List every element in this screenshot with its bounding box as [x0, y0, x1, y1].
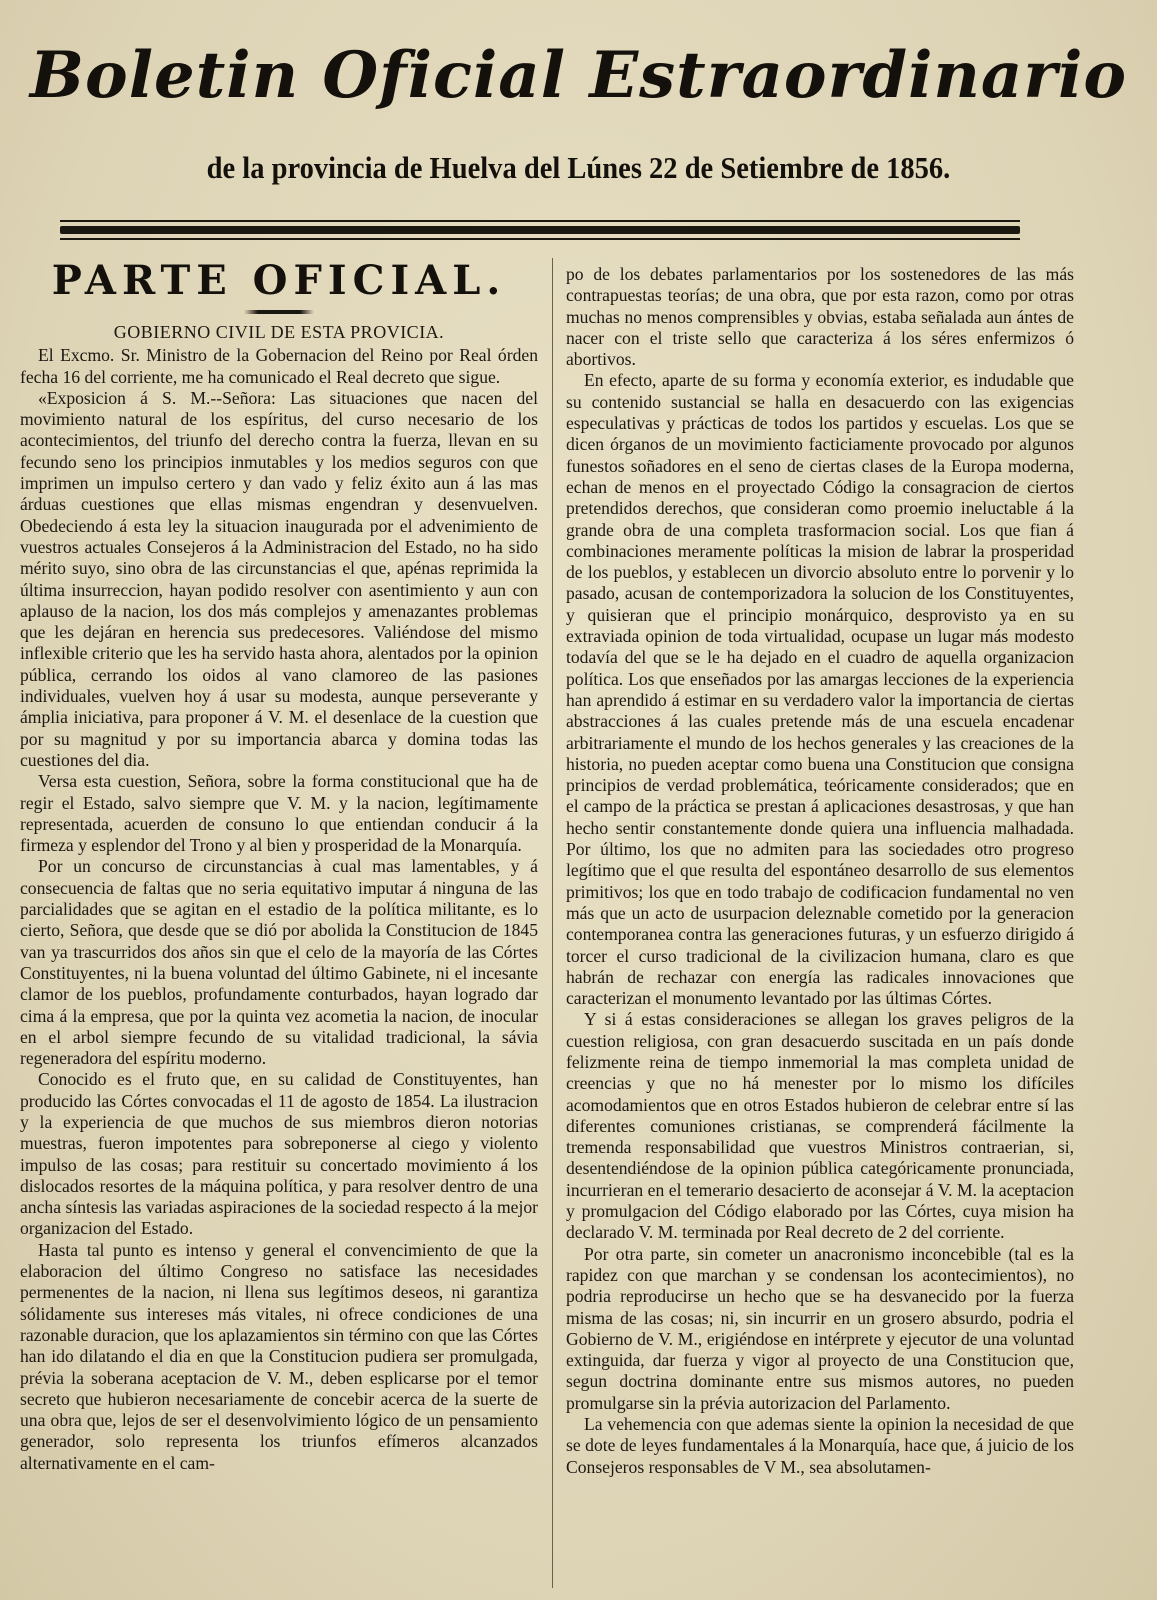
office-heading: GOBIERNO CIVIL DE ESTA PROVICIA. — [113, 322, 445, 342]
masthead-subtitle: de la provincia de Huelva del Lúnes 22 de Setiembre de 1856. — [206, 150, 951, 185]
paragraph: Por otra parte, sin cometer un anacronismo inconcebible (tal es la rapidez con que marchan y se condensan los acontecimientos), no podria reproducirse un hecho que se ha desvanecido por la fuerza misma de las cosas; ni, sin incurrir en un grosero absurdo, podria el Gobierno de V. M., erigiéndose en intérprete y ejecutor de una voluntad extinguida, dar fuerza y vigor al proyecto de una Constitucion que, segun doctrina dominante entre sus mismos autores, no pueden promulgarse sin la prévia autorizacion del Parlamento. — [566, 1243, 1074, 1413]
paragraph: Conocido es el fruto que, en su calidad de Constituyentes, han producido las Córtes convocadas el 11 de agosto de 1854. La ilustracion y la experiencia de que muchos de sus miembros dieron notorias muestras, fueron impotentes para sobreponerse al ciego y violento impulso de las cosas; para restituir su concertado movimiento á los dislocados resortes de la máquina política, y para resolver dentro de una ancha síntesis las variadas aspiraciones de la sociedad respecto á la mejor organizacion del Estado. — [20, 1069, 538, 1239]
paragraph: Hasta tal punto es intenso y general el convencimiento de que la elaboracion del último Congreso no satisface las necesidades permenentes de la nacion, ni llena sus legítimos deseos, ni garantiza sólidamente sus intereses más vitales, ni ofrece condiciones de una razonable duracion, que los aplazamientos sin término con que las Córtes han ido dilatando el dia en que la Constitucion pudiera ser promulgada, prévia la soberana aceptacion de V. M., deben esplicarse por el temor secreto que hubieron necesariamente de concebir acerca de la suerte de una obra que, lejos de ser el desenvolvimiento lógico de un pensamiento generador, solo representa los triunfos efímeros alcanzados alternativamente en el cam- — [20, 1239, 538, 1473]
paragraph: En efecto, aparte de su forma y economía exterior, es indudable que su contenido sustancial se halla en desacuerdo con las exigencias especulativas y prácticas de todos los partidos y escuelas. Los que se dicen órganos de un movimiento facticiamente provocado por algunos funestos soñadores en el seno de ciertas clases de la Europa moderna, echan de menos en el proyectado Código la consagracion de ciertos pretendidos derechos, que consideran como proemio ineluctable á la grande obra de una completa trasformacion social. Los que fian á combinaciones meramente políticas la mision de labrar la prosperidad de los pueblos, y establecen un divorcio absoluto entre lo porvenir y lo pasado, acusan de contemporizadora la solucion de los Constituyentes, y quisieran que el principio monárquico, desprovisto ya en su extraviada opinion de toda virtualidad, ocupase un lugar más modesto todavía del que se le ha dejado en el cuadro de aquella organizacion política. Los que enseñados por las amargas lecciones de la experiencia han aprendido á estimar en su verdadero valor la importancia de ciertas abstracciones á las cuales pretende más de una escuela encadenar arbitrariamente el mundo de los hechos generales y las creaciones de la historia, no pueden aceptar como buena una Constitucion que consigna principios de verdad problemática, teóricamente considerados; que en el campo de la práctica se prestan á aplicaciones desastrosas, y que han hecho sentir constantemente donde quiera una influencia malhadada. Por último, los que no admiten para las sociedades otro progreso legítimo que el que resulta del espontáneo desarrollo de sus elementos primitivos; los que en todo trabajo de codificacion fundamental no ven más que un acto de usurpacion deleznable cometido por la generacion contemporanea contra las generaciones futuras, y un esfuerzo dirigido á torcer el curso tradicional de la civilizacion humana, claro es que habrán de rechazar con energía las radicales innovaciones que caracterizan el monumento levantado por las últimas Córtes. — [566, 370, 1074, 1009]
column-divider — [552, 258, 553, 1588]
paragraph: Versa esta cuestion, Señora, sobre la forma constitucional que ha de regir el Estado, salvo siempre que V. M. y la nacion, legítimamente representada, acuerden de consuno lo que entiendan conducir á la firmeza y esplendor del Trono y al bien y prosperidad de la Monarquía. — [20, 771, 538, 856]
ornament-rule — [244, 310, 314, 314]
left-column — [20, 258, 538, 1474]
masthead-rule-bottom — [60, 238, 1020, 240]
paragraph: El Excmo. Sr. Ministro de la Gobernacion del Reino por Real órden fecha 16 del corriente, me ha comunicado el Real decreto que sigue. — [20, 345, 538, 387]
paragraph: «Exposicion á S. M.--Señora: Las situaciones que nacen del movimiento natural de los espíritus, del curso necesario de los acontecimientos, del triunfo del derecho contra la fuerza, llevan en su fecundo seno los principios inmutables y los medios seguros con que imprimen un impulso certero y dan vado y feliz éxito aun á las mas árduas cuestiones que ellas mismas engendran y desenvuelven. Obedeciendo á esta ley la situacion inaugurada por el advenimiento de vuestros actuales Consejeros á la Administracion del Estado, no ha sido mérito suyo, sino obra de las circunstancias el que, apénas reprimida la última insurreccion, hayan podido resolver con asentimiento y aun con aplauso de la nacion, los dos más complejos y amenazantes problemas que les dejáran en herencia sus predecesores. Valiéndose del mismo inflexible criterio que les ha servido hasta ahora, alentados por la opinion pública, cerrando los oidos al vano clamoreo de las pasiones individuales, vuelven hoy á usar su modesta, aunque perseverante y ámplia iniciativa, para proponer á V. M. el desenlace de la cuestion que por su magnitud y por su importancia abarca y domina todas las cuestiones del dia. — [20, 387, 538, 770]
right-column — [566, 264, 1074, 1478]
paragraph: La vehemencia con que ademas siente la opinion la necesidad de que se dote de leyes fundamentales á la Monarquía, hace que, á juicio de los Consejeros responsables de V M., sea absolutamen- — [566, 1414, 1074, 1477]
paragraph: Y si á estas consideraciones se allegan los graves peligros de la cuestion religiosa, con gran desacuerdo suscitada en un país donde felizmente reina de tiempo inmemorial la mas completa unidad de creencias y que no há menester por lo mismo los difíciles acomodamientos que en otros Estados hubieron de celebrar entre sí las diferentes comuniones cristianas, se comprenderá fácilmente la tremenda responsabilidad que vuestros Ministros contraerian, si, desentendiéndose de la opinion pública categóricamente pronunciada, incurrieran en el temerario desacierto de aconsejar á V. M. la aceptacion y promulgacion del Código elaborado por las Córtes, cuya mision ha declarado V. M. terminada por Real decreto de 2 del corriente. — [566, 1009, 1074, 1243]
paragraph: po de los debates parlamentarios por los sostenedores de las más contrapuestas teorías; de una obra, que por esta razon, como por otras muchas no menos comprensibles y obvias, estaba señalada aun ántes de nacer con el triste sello que caracteriza á los séres enfermizos ó abortivos. — [566, 264, 1074, 370]
section-heading: PARTE OFICIAL. — [51, 257, 507, 304]
masthead-rule-thick — [60, 226, 1020, 234]
paragraph: Por un concurso de circunstancias à cual mas lamentables, y á consecuencia de faltas que no seria equitativo imputar á ninguna de las parcialidades que se agitan en el estadio de la política militante, es lo cierto, Señora, que desde que se dió por abolida la Constitucion de 1845 van ya trascurridos dos años sin que el celo de la mayoría de las Córtes Constituyentes, ni la buena voluntad del último Gabinete, ni el incesante clamor de los pueblos, profundamente conturbados, hayan logrado dar cima á la empresa, que por la quinta vez acometia la nacion, de inocular en el arbol siempre fecundo de su vitalidad tradicional, la sávia regeneradora del espíritu moderno. — [20, 856, 538, 1069]
masthead-title: Boletin Oficial Estraordinario — [29, 38, 1128, 113]
masthead-rule-top — [60, 220, 1020, 222]
